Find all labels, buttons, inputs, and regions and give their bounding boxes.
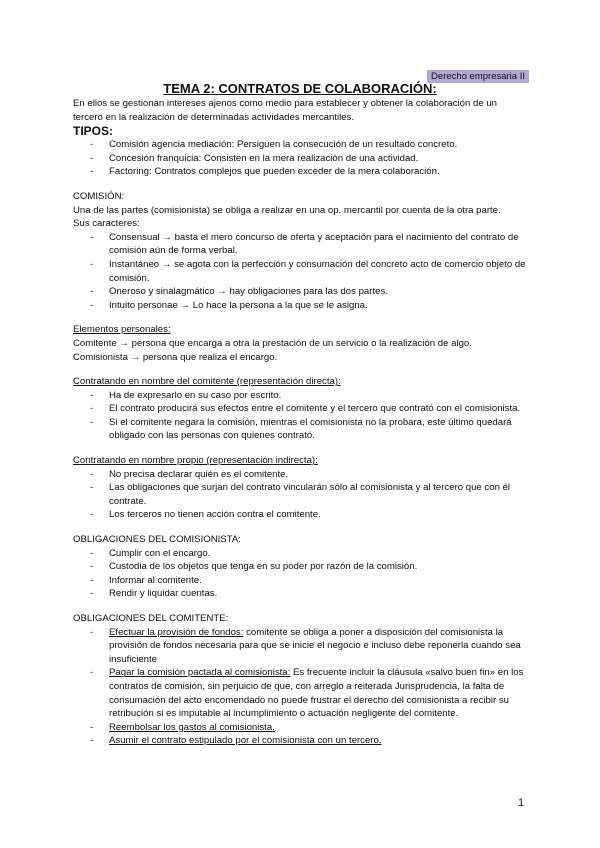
list-item: - Intuito personae → Lo hace la persona a la que se le asigna. bbox=[73, 299, 527, 313]
spacer bbox=[73, 312, 527, 323]
intro-paragraph: En ellos se gestionan intereses ajenos como medio para establecer y obtener la colaboración de un tercero en la realización de determinadas actividades mercantiles. bbox=[73, 98, 497, 123]
list-item: - Concesión franquicia: Consisten en la mera realización de una actividad. bbox=[73, 152, 527, 166]
spacer bbox=[73, 179, 527, 190]
list-item bbox=[73, 721, 527, 735]
tipos-heading: TIPOS: bbox=[73, 124, 114, 139]
list-item: - El contrato producirá sus efectos entre el comitente y el tercero que contrató con el comisionista. bbox=[73, 402, 527, 416]
list-item: - Cumplir con el encargo. bbox=[73, 547, 527, 561]
item-lead: Reembolsar los gastos al comisionista. bbox=[109, 721, 275, 733]
list-item: - Instantáneo → se agota con la perfección y consumación del concreto acto de comercio objeto de comisión. bbox=[73, 258, 527, 285]
list-item: - Oneroso y sinalagmático → hay obligaciones para las dos partes. bbox=[73, 285, 527, 299]
page-title: TEMA 2: CONTRATOS DE COLABORACIÓN: bbox=[163, 81, 437, 96]
list-item: - No precisa declarar quién es el comitente. bbox=[73, 468, 527, 482]
elementos-line: Comitente → persona que encarga a otra la prestación de un servicio o la realización de algo. bbox=[73, 337, 472, 349]
item-text: comitente se obliga a poner a disposición del comisionista la provisión de fondos necesaria para que se inicie el negocio e incluso debe reponerla cuando sea insuficiente bbox=[109, 626, 521, 665]
list-item: - Comisión agencia mediación: Persiguen la consecución de un resultado concreto. bbox=[73, 138, 527, 152]
document-body bbox=[73, 81, 527, 748]
list-item bbox=[73, 666, 527, 720]
tipos-list bbox=[73, 138, 527, 179]
oblig-comisionista-list bbox=[73, 547, 527, 601]
item-text: Es frecuente incluir la cláusula «salvo buen fin» en los contratos de comisión, sin perjuicio de que, con arreglo a reiterada Jurisprudencia, la falta de consumación del acto encomendado no puede frustrar el derecho del comisionista a recibir su retribución si es imputable al incumplimiento o actuación negligente del comitente. bbox=[109, 667, 524, 720]
oblig-comitente-list bbox=[73, 626, 527, 748]
list-item: - Informar al comitente. bbox=[73, 574, 527, 588]
list-item: - Factoring: Contratos complejos que pueden exceder de la mera colaboración. bbox=[73, 165, 527, 179]
spacer bbox=[73, 601, 527, 612]
directa-heading: Contratando en nombre del comitente (representación directa): bbox=[73, 376, 341, 388]
list-item bbox=[73, 626, 527, 667]
oblig-comitente-heading: OBLIGACIONES DEL COMITENTE: bbox=[73, 613, 229, 624]
indirecta-heading: Contratando en nombre propio (representación indirecta): bbox=[73, 455, 318, 467]
item-lead: Efectuar la provisión de fondos: bbox=[109, 626, 244, 638]
list-item: - Custodia de los objetos que tenga en su poder por razón de la comisión. bbox=[73, 560, 527, 574]
item-lead: Pagar la comisión pactada al comisionista: bbox=[109, 667, 291, 679]
caracteres-label: Sus caracteres: bbox=[73, 218, 140, 230]
elementos-line: Comisionista → persona que realiza el encargo. bbox=[73, 351, 278, 363]
spacer bbox=[73, 443, 527, 454]
list-item: - Ha de expresarlo en su caso por escrito. bbox=[73, 389, 527, 403]
comision-definition: Una de las partes (comisionista) se obliga a realizar en una op. mercantil por cuenta de la otra parte. bbox=[73, 204, 501, 216]
indirecta-list bbox=[73, 468, 527, 522]
subject-tag: Derecho empresaria II bbox=[427, 70, 529, 83]
list-item: - Rendir y liquidar cuentas. bbox=[73, 587, 527, 601]
spacer bbox=[73, 522, 527, 533]
spacer bbox=[73, 364, 527, 375]
comision-heading: COMISIÓN: bbox=[73, 190, 125, 202]
list-item: - Las obligaciones que surjan del contrato vincularán sólo al comisionista y al tercero que con él contrate. bbox=[73, 481, 527, 508]
list-item bbox=[73, 734, 527, 748]
directa-list bbox=[73, 389, 527, 443]
elementos-heading: Elementos personales: bbox=[73, 324, 171, 336]
list-item: - Consensual → basta el mero concurso de oferta y aceptación para el nacimiento del contrato de comisión aún de forma verbal. bbox=[73, 231, 527, 258]
list-item: - Los terceros no tienen acción contra el comitente. bbox=[73, 508, 527, 522]
caracteres-list bbox=[73, 231, 527, 313]
page-number: 1 bbox=[518, 797, 525, 809]
list-item: - Si el comitente negara la comisión, mientras el comisionista no la probara, este último quedará obligado con las personas con quienes contrató. bbox=[73, 416, 527, 443]
item-lead: Asumir el contrato estipulado por el comisionista con un tercero. bbox=[109, 735, 382, 747]
oblig-comisionista-heading: OBLIGACIONES DEL COMISIONISTA: bbox=[73, 534, 241, 546]
